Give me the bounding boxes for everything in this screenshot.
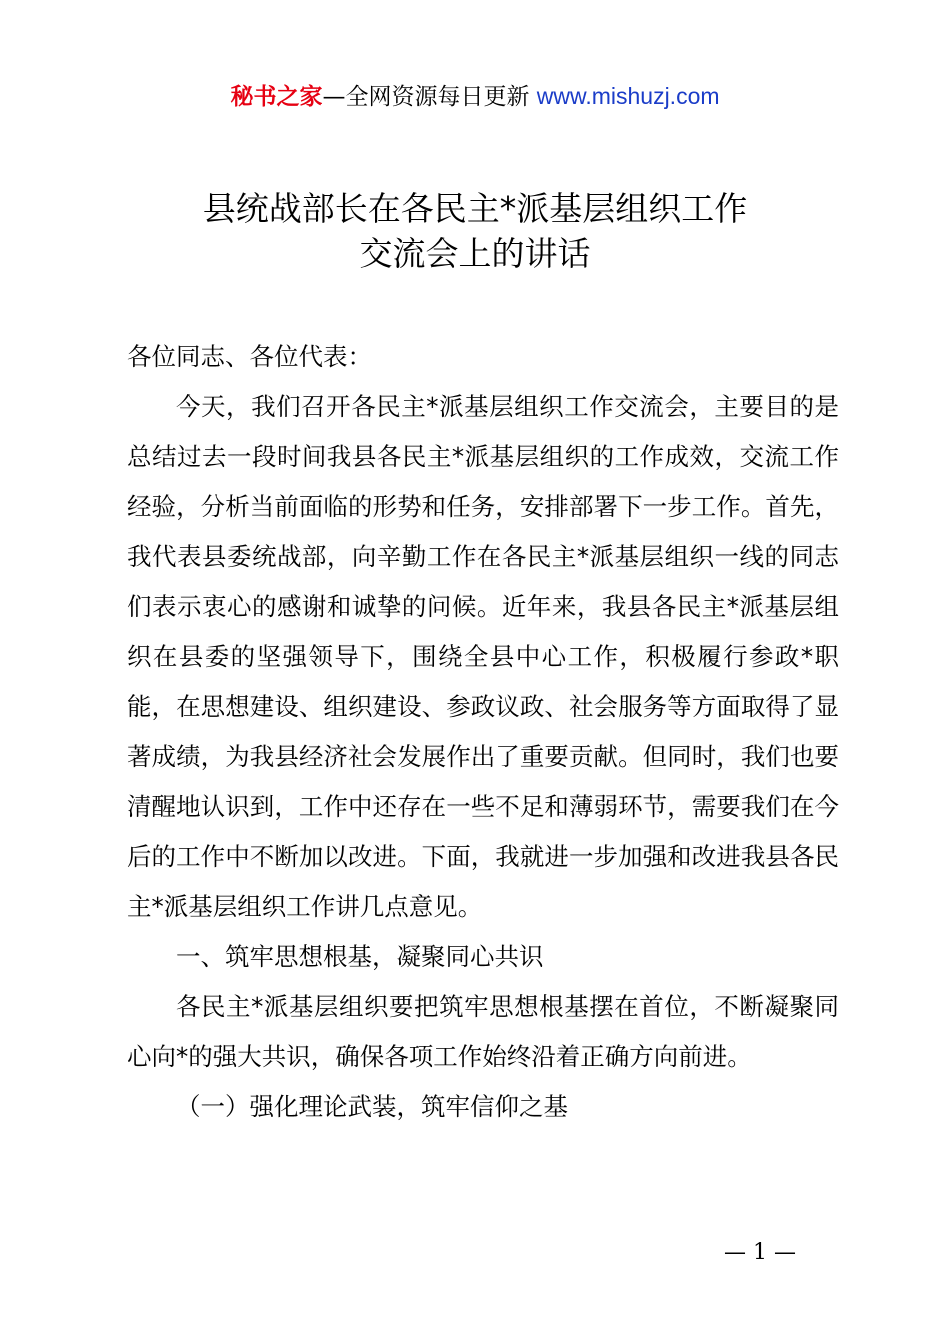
title-line-2: 交流会上的讲话: [359, 234, 591, 273]
section-heading-1: 一、筑牢思想根基，凝聚同心共识: [176, 942, 544, 971]
page-number: — 1 —: [724, 1240, 796, 1265]
title-line-1: 县统战部长在各民主*派基层组织工作: [202, 189, 748, 228]
site-banner: [0, 80, 950, 113]
paragraph-section-1: 各民主*派基层组织要把筑牢思想根基摆在首位，不断凝聚同心向*的强大共识，确保各项工作始终沿着正确方向前进。: [127, 992, 839, 1071]
banner-url[interactable]: www.mishuzj.com: [536, 83, 720, 109]
banner-brand: 秘书之家: [230, 84, 323, 110]
banner-slogan: —全网资源每日更新: [322, 84, 537, 110]
paragraph-intro: 今天，我们召开各民主*派基层组织工作交流会，主要目的是总结过去一段时间我县各民主*派基层组织的工作成效，交流工作经验，分析当前面临的形势和任务，安排部署下一步工作。首先，我代表县委统战部，向辛勤工作在各民主*派基层组织一线的同志们表示衷心的感谢和诚挚的问候。近年来，我县各民主*派基层组织在县委的坚强领导下，围绕全县中心工作，积极履行参政*职能，在思想建设、组织建设、参政议政、社会服务等方面取得了显著成绩，为我县经济社会发展作出了重要贡献。但同时，我们也要清醒地认识到，工作中还存在一些不足和薄弱环节，需要我们在今后的工作中不断加以改进。下面，我就进一步加强和改进我县各民主*派基层组织工作讲几点意见。: [127, 392, 839, 921]
greeting: 各位同志、各位代表：: [127, 342, 372, 371]
document-body: [127, 332, 839, 1132]
document-title: [0, 186, 950, 276]
subsection-heading-1: （一）强化理论武装，筑牢信仰之基: [176, 1092, 568, 1121]
